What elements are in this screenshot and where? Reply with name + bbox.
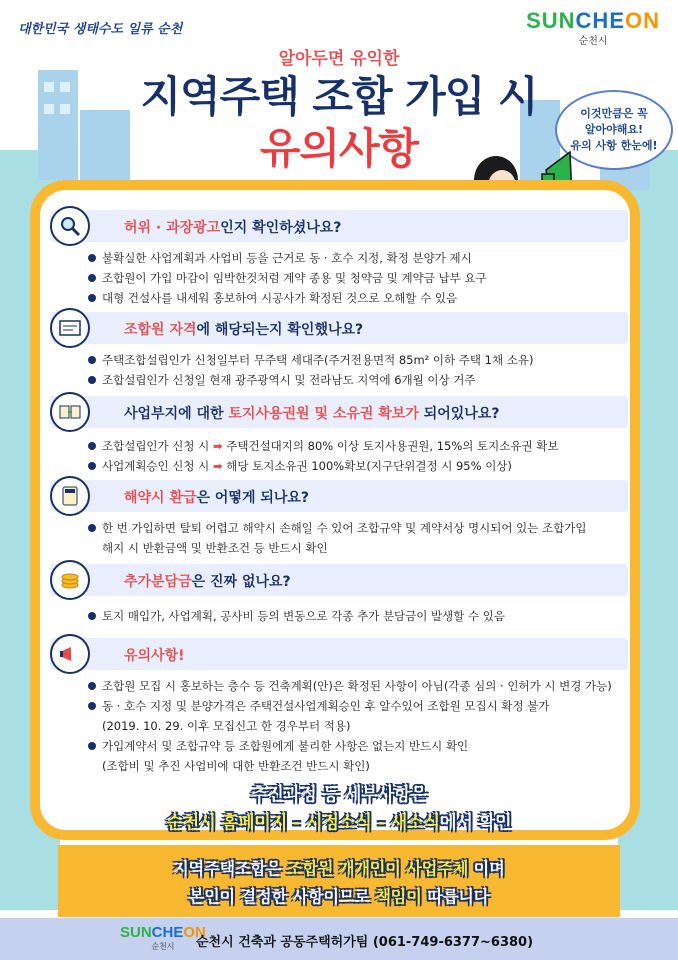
subtitle: 알아두면 유익한 [278,49,400,69]
arrow-icon: ➡ [212,439,223,453]
section-eligibility-bullets [88,350,628,390]
list-item: (조합비 및 추진 사업비에 대한 반환조건 반드시 확인) [102,759,370,773]
section-extra-cost-bullets [88,606,628,626]
section-header-eligibility: 조합원 자격에 해당되는지 확인했나요? [50,312,628,344]
arrow-icon: ➡ [212,459,223,473]
section-land-bullets [88,436,628,476]
list-item: 조합설립인가 신청일 현재 광주광역시 및 전라남도 지역에 6개월 이상 거주 [88,370,628,390]
id-card-icon [50,308,90,348]
list-item: 조합원이 가입 마감이 임박한것처럼 계약 종용 및 청약금 및 계약금 납부 요구 [88,268,628,288]
section-header-ad: 허위 · 과장광고인지 확인하셨나요? [50,210,628,242]
band-line1: 지역주택조합은 조합원 개개인이 사업주체 이며 [173,859,505,878]
magnifier-icon [50,206,90,246]
list-item: 해지 시 반환금액 및 반환조건 등 반드시 확인 [102,541,328,555]
title-line2: 유의사항 [259,124,419,173]
megaphone-icon [50,634,90,674]
list-item: 동 · 호수 지정 및 분양가격은 주택건설사업계획승인 후 알수있어 조합원 모집시 확정 불가 [88,696,628,716]
section-header-land: 사업부지에 대한 토지사용권원 및 소유권 확보가 되어있나요? [50,396,628,428]
section-header-extra-cost: 추가분담금은 진짜 없나요? [50,564,628,596]
band-line2: 본인이 결정한 사항이므로 책임이 따릅니다 [188,887,490,906]
coins-icon [50,560,90,600]
list-item: 토지 매입가, 사업계획, 공사비 등의 변동으로 각종 추가 분담금이 발생할 수 있음 [88,606,628,626]
footer-contact: 순천시 건축과 공동주택허가팀 (061-749-6377~6380) [196,935,534,950]
notice-line1: 추진과정 등 세부사항은 [250,785,428,805]
list-item: 가입계약서 및 조합규약 등 조합원에게 불리한 사항은 없는지 반드시 확인 [88,736,628,756]
section-header-refund: 해약시 환급은 어떻게 되나요? [50,480,628,512]
list-item: 조합원 모집 시 홍보하는 층수 등 건축계획(안)은 확정된 사항이 아님(각종 심의 · 인허가 시 변경 가능) [88,676,628,696]
slogan: 대한민국 생태수도 일류 순천 [18,22,183,37]
list-item: 대형 건설사를 내세워 홍보하여 시공사가 확정된 것으로 오해할 수 있음 [88,288,628,308]
section-caution-bullets [88,676,628,776]
list-item: 주택조합설립인가 신청일부터 무주택 세대주(주거전용면적 85m² 이하 주택 1채 소유) [88,350,628,370]
footer [0,918,678,960]
speech-bubble: 이것만큼은 꼭 알아야해요! 유의 사항 한눈에! [555,90,673,170]
land-document-icon [50,392,90,432]
list-item: 사업계획승인 신청 시 ➡ 해당 토지소유권 100%확보(지구단위결정 시 95% 이상) [88,456,628,476]
section-refund-bullets [88,518,628,558]
notice-line2: 순천시 홈페이지 - 시정소식 - 새소식에서 확인 [166,813,512,833]
title-line1: 지역주택 조합 가입 시 [140,72,538,121]
section-ad-bullets [88,248,628,308]
list-item: 조합설립인가 신청 시 ➡ 주택건설대지의 80% 이상 토지사용권원, 15%의 토지소유권 확보 [88,436,628,456]
list-item: (2019. 10. 29. 이후 모집신고 한 경우부터 적용) [102,719,351,733]
suncheon-logo: SUNCHEON 순천시 [526,8,660,47]
calculator-icon [50,476,90,516]
list-item: 한 번 가입하면 탈퇴 어렵고 해약시 손해일 수 있어 조합규약 및 계약서상 명시되어 있는 조합가입 [88,518,628,538]
footer-logo: SUNCHEON 순천시 [120,924,206,951]
section-header-caution: 유의사항! [50,638,628,670]
list-item: 불확실한 사업계획과 사업비 등을 근거로 동 · 호수 지정, 확정 분양가 제시 [88,248,628,268]
